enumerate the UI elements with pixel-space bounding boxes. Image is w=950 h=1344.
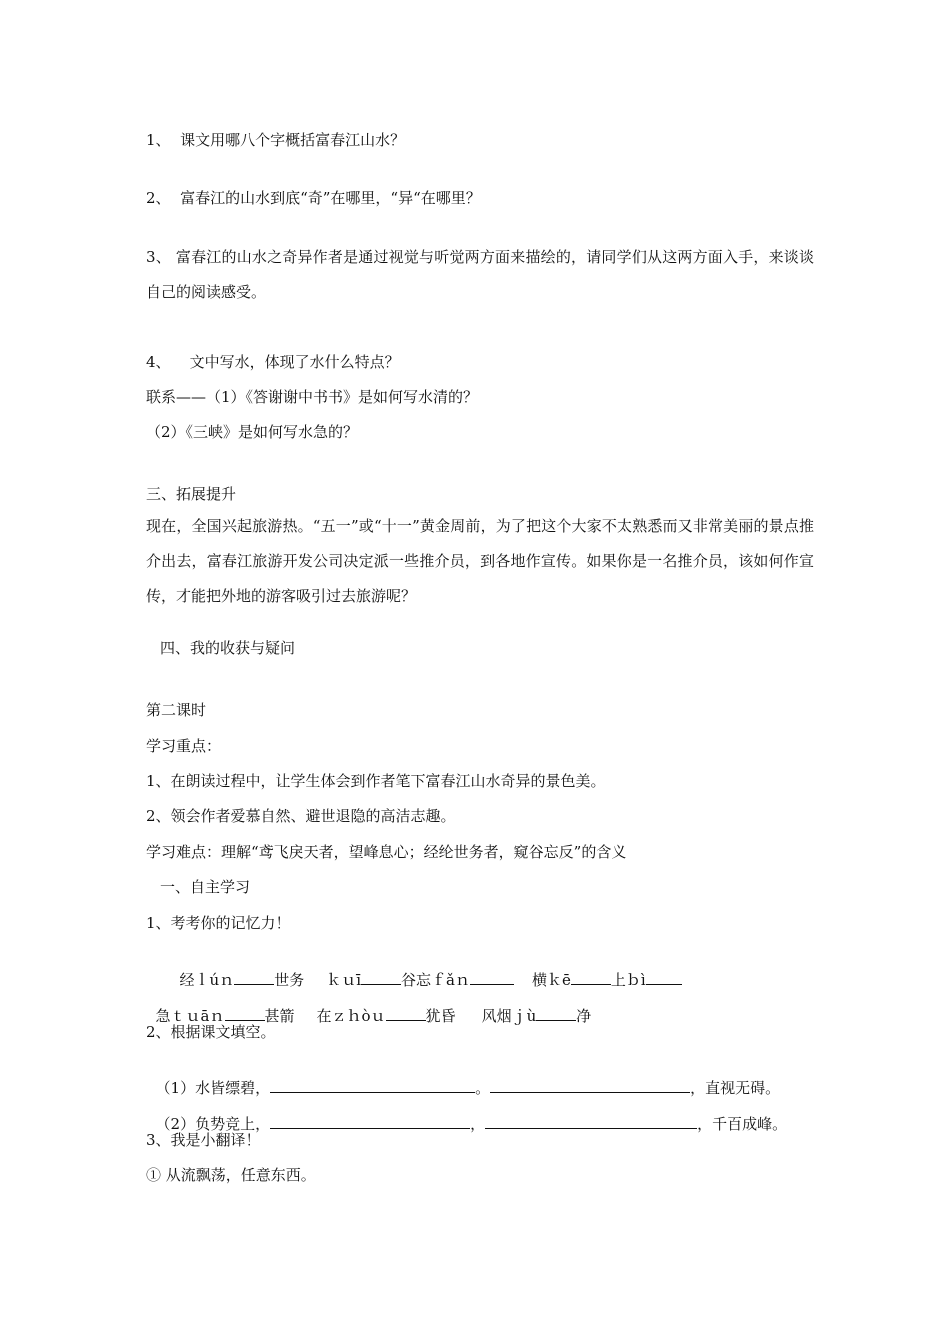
answer-blank[interactable] <box>490 1078 690 1093</box>
answer-blank[interactable] <box>270 1078 475 1093</box>
key-point-2: 2、领会作者爱慕自然、避世退隐的高洁志趣。 <box>146 807 456 825</box>
pinyin-prompt: ｋｕī <box>326 971 362 989</box>
pinyin-prompt: 风烟ｊù <box>481 1007 537 1025</box>
answer-blank[interactable] <box>386 1006 426 1021</box>
pinyin-prompt: 上ｂì <box>610 971 646 989</box>
pinyin-prompt: 甚箭 <box>264 1007 295 1025</box>
answer-blank[interactable] <box>470 970 514 985</box>
pinyin-prompt: 犹昏 <box>425 1007 456 1025</box>
fill-in-suffix: ，直视无碍。 <box>690 1079 781 1097</box>
question-4-link-1: 联系——（1）《答谢谢中书书》是如何写水清的？ <box>146 388 479 406</box>
fill-in-item-1 <box>146 1058 780 1098</box>
pinyin-prompt: 净 <box>576 1007 592 1025</box>
translate-item-1: ① 从流飘荡，任意东西。 <box>146 1166 316 1184</box>
fill-in-prompt: （2）负势竞上， <box>155 1115 271 1133</box>
pinyin-row-2 <box>146 986 591 1026</box>
lesson-2-title: 第二课时 <box>146 701 207 719</box>
learning-difficulty: 学习难点：理解“鸢飞戾天者，望峰息心；经纶世务者，窥谷忘反”的含义 <box>146 843 627 861</box>
key-points-label: 学习重点： <box>146 737 222 755</box>
answer-blank[interactable] <box>225 1006 265 1021</box>
memory-quiz-title: 1、考考你的记忆力！ <box>146 914 291 932</box>
fill-in-punct: ， <box>470 1115 486 1133</box>
question-2: 2、 富春江的山水到底“奇”在哪里，“异“在哪里？ <box>146 189 481 207</box>
answer-blank[interactable] <box>270 1114 470 1129</box>
section-3-body: 现在，全国兴起旅游热。“五一”或“十一”黄金周前，为了把这个大家不太熟悉而又非常美丽的景点推介出去，富春江旅游开发公司决定派一些推介员，到各地作宣传。如果你是一名推介员，该如何作宣传，才能把外地的游客吸引过去旅游呢？ <box>146 517 814 605</box>
answer-blank[interactable] <box>361 970 401 985</box>
question-4-link-2: （2）《三峡》是如何写水急的？ <box>146 423 359 441</box>
answer-blank[interactable] <box>646 970 682 985</box>
pinyin-prompt: 经ｌúｎ <box>179 971 235 989</box>
key-point-1: 1、在朗读过程中，让学生体会到作者笔下富春江山水奇异的景色美。 <box>146 772 606 790</box>
pinyin-prompt: 在ｚｈòｕ <box>316 1007 386 1025</box>
fill-in-item-2 <box>146 1094 787 1134</box>
section-3-heading: 三、拓展提升 <box>146 485 237 503</box>
section-4-heading: 四、我的收获与疑问 <box>160 639 296 657</box>
pinyin-prompt: 急ｔｕāｎ <box>155 1007 225 1025</box>
pinyin-prompt: 横ｋē <box>532 971 571 989</box>
fill-in-prompt: （1）水皆缥碧， <box>155 1079 271 1097</box>
pinyin-prompt: 谷忘ｆǎｎ <box>401 971 470 989</box>
fill-in-suffix: ，千百成峰。 <box>697 1115 788 1133</box>
question-4: 4、 文中写水，体现了水什么特点？ <box>146 353 400 371</box>
fill-in-title: 2、根据课文填空。 <box>146 1023 276 1041</box>
self-study-heading: 一、自主学习 <box>160 878 251 896</box>
answer-blank[interactable] <box>536 1006 576 1021</box>
translate-title: 3、我是小翻译！ <box>146 1131 261 1149</box>
pinyin-row-1 <box>170 950 682 990</box>
fill-in-punct: 。 <box>475 1079 491 1097</box>
question-3: 3、 富春江的山水之奇异作者是通过视觉与听觉两方面来描绘的，请同学们从这两方面入手，来谈谈自己的阅读感受。 <box>146 248 814 301</box>
pinyin-prompt: 世务 <box>274 971 305 989</box>
answer-blank[interactable] <box>234 970 274 985</box>
answer-blank[interactable] <box>571 970 611 985</box>
question-1: 1、 课文用哪八个字概括富春江山水？ <box>146 131 406 149</box>
answer-blank[interactable] <box>485 1114 697 1129</box>
